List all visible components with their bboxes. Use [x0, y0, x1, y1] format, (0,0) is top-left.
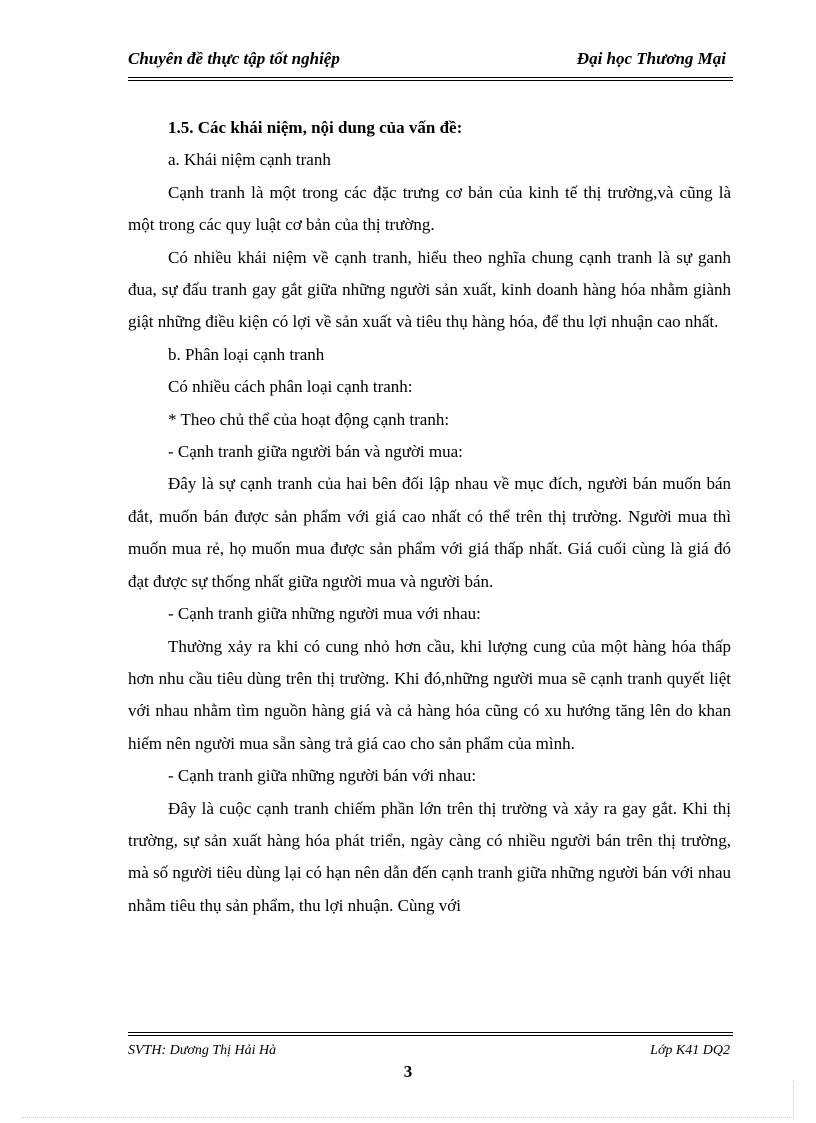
list-item: - Cạnh tranh giữa người bán và người mua:: [168, 442, 463, 462]
list-item: - Cạnh tranh giữa những người bán với nhau:: [168, 766, 477, 786]
section-heading: 1.5. Các khái niệm, nội dung của vấn đề:: [168, 118, 463, 137]
footer-class-name: Lớp K41 DQ2: [650, 1043, 730, 1058]
footer-student-name: SVTH: Dương Thị Hải Hà: [128, 1043, 277, 1058]
paragraph: Cạnh tranh là một trong các đặc trưng cơ bản của kinh tế thị trường,và cũng là một trong các quy luật cơ bản của thị trường.: [128, 182, 731, 235]
document-body: [128, 112, 731, 922]
subsection-title: a. Khái niệm cạnh tranh: [168, 150, 331, 170]
paragraph: Có nhiều cách phân loại cạnh tranh:: [168, 377, 413, 397]
header-university-name: Đại học Thương Mại: [576, 49, 726, 68]
header-rule: [128, 77, 733, 81]
paragraph: Đây là cuộc cạnh tranh chiếm phần lớn trên thị trường và xảy ra gay gắt. Khi thị trường, sự sản xuất hàng hóa phát triển, ngày càng có nhiều người bán trên thị trường, mà số người tiêu dùng lại có hạn nên dẫn đến cạnh tranh giữa những người bán với nhau nhằm tiêu thụ sản phẩm, thu lợi nhuận. Cùng với: [128, 798, 731, 915]
header-document-title: Chuyên đề thực tập tốt nghiệp: [128, 49, 340, 68]
page-footer: [128, 1043, 732, 1063]
list-heading: * Theo chủ thể của hoạt động cạnh tranh:: [168, 409, 450, 429]
list-item: - Cạnh tranh giữa những người mua với nhau:: [168, 604, 481, 624]
page-edge-guide: [22, 1117, 794, 1118]
page-header: [128, 49, 732, 73]
page-number: 3: [403, 1062, 413, 1081]
page-edge-guide-vertical: [793, 1080, 794, 1120]
paragraph: Đây là sự cạnh tranh của hai bên đối lập nhau về mục đích, người bán muốn bán đắt, muốn bán được sản phẩm với giá cao nhất có thể trên thị trường. Người mua thì muốn mua rẻ, họ muốn mua được sản phẩm với giá thấp nhất. Giá cuối cùng là giá đó đạt được sự thống nhất giữa người mua và người bán.: [128, 474, 731, 591]
footer-rule: [128, 1032, 733, 1036]
paragraph: Thường xảy ra khi có cung nhỏ hơn cầu, khi lượng cung của một hàng hóa thấp hơn nhu cầu tiêu dùng trên thị trường. Khi đó,những người mua sẽ cạnh tranh quyết liệt với nhau nhằm tìm nguồn hàng giá và cả hàng hóa cũng có xu hướng tăng lên do khan hiếm nên người mua sẵn sàng trả giá cao cho sản phẩm của mình.: [128, 636, 731, 753]
paragraph: Có nhiều khái niệm về cạnh tranh, hiểu theo nghĩa chung cạnh tranh là sự ganh đua, sự đấu tranh gay gắt giữa những người sản xuất, kinh doanh hàng hóa nhằm giành giật những điều kiện có lợi về sản xuất và tiêu thụ hàng hóa, để thu lợi nhuận cao nhất.: [128, 247, 731, 332]
subsection-title: b. Phân loại cạnh tranh: [168, 344, 325, 364]
